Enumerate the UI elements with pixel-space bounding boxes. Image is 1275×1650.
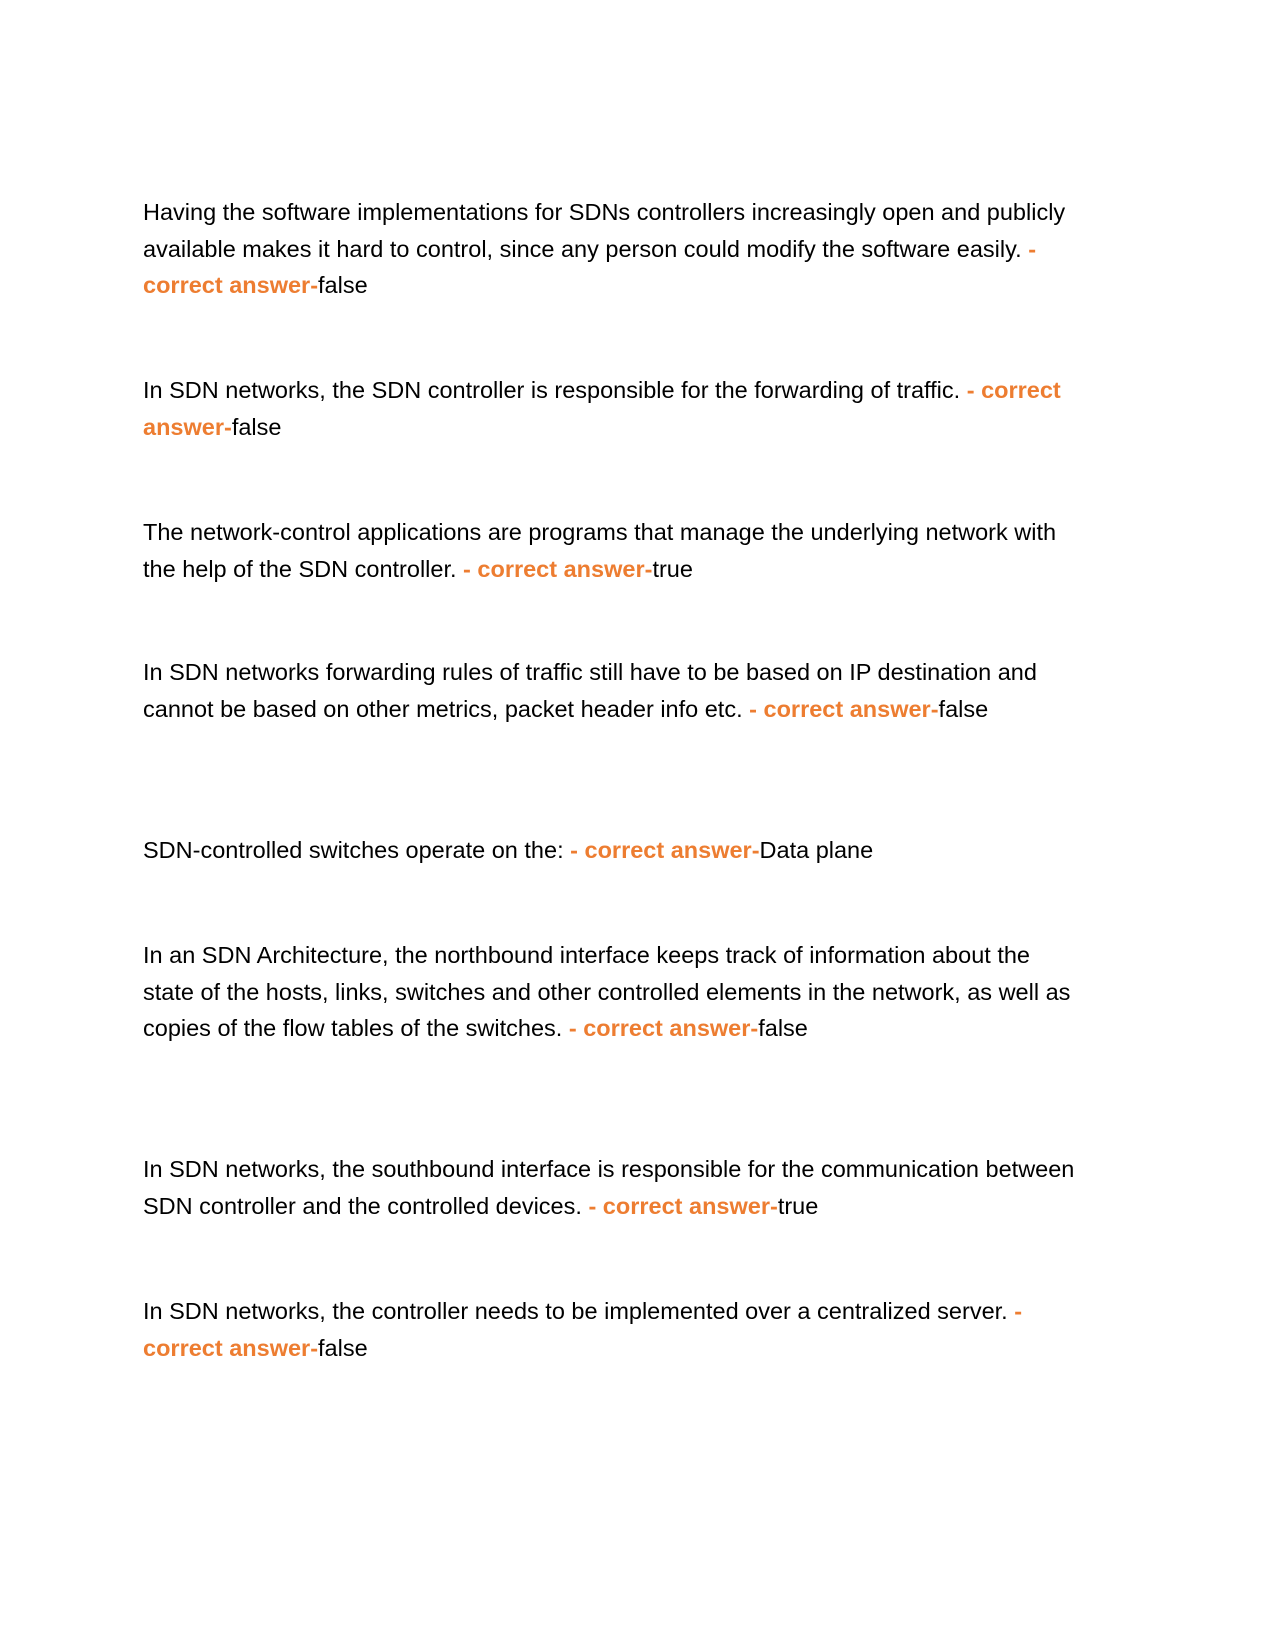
answer-text: Data plane bbox=[759, 837, 874, 863]
answer-text: false bbox=[318, 272, 368, 298]
answer-marker: - correct answer- bbox=[588, 1192, 778, 1219]
qa-item bbox=[143, 194, 1083, 304]
answer-marker: - correct answer- bbox=[143, 377, 1061, 440]
qa-item bbox=[143, 832, 1083, 869]
question-text: SDN-controlled switches operate on the: bbox=[143, 837, 564, 863]
answer-text: false bbox=[938, 695, 989, 722]
qa-item bbox=[143, 1151, 1083, 1224]
answer-text: false bbox=[318, 1334, 368, 1361]
answer-marker: - correct answer- bbox=[568, 1015, 759, 1041]
qa-item bbox=[143, 372, 1083, 445]
qa-item bbox=[143, 654, 1083, 727]
answer-marker: - correct answer- bbox=[463, 555, 653, 582]
answer-text: true bbox=[652, 555, 693, 582]
answer-marker: - correct answer- bbox=[749, 695, 939, 722]
question-text: In SDN networks, the SDN controller is responsible for the forwarding of traffic. bbox=[143, 377, 961, 403]
question-text: Having the software implementations for SDNs controllers increasingly open and publicly available makes it hard to control, since any person could modify the software easily. bbox=[143, 199, 1066, 262]
answer-marker: - correct answer- bbox=[143, 1298, 1023, 1361]
answer-text: false bbox=[231, 413, 282, 440]
question-text: In SDN networks forwarding rules of traffic still have to be based on IP destination and cannot be based on other metrics, packet header info etc. bbox=[143, 659, 1037, 722]
qa-item bbox=[143, 937, 1083, 1047]
question-text: In an SDN Architecture, the northbound interface keeps track of information about the state of the hosts, links, switches and other controlled elements in the network, as well as copies of the flow tables of the switches. bbox=[143, 942, 1071, 1041]
question-text: In SDN networks, the controller needs to be implemented over a centralized server. bbox=[143, 1298, 1008, 1324]
answer-marker: - correct answer- bbox=[570, 837, 760, 863]
answer-text: true bbox=[777, 1192, 819, 1219]
qa-item bbox=[143, 1293, 1083, 1366]
answer-marker: - correct answer- bbox=[143, 235, 1037, 298]
question-text: The network-control applications are programs that manage the underlying network with the help of the SDN controller. bbox=[143, 519, 1057, 582]
qa-item bbox=[143, 514, 1083, 587]
question-text: In SDN networks, the southbound interface is responsible for the communication between SDN controller and the controlled devices. bbox=[143, 1156, 1075, 1219]
answer-text: false bbox=[758, 1015, 808, 1041]
